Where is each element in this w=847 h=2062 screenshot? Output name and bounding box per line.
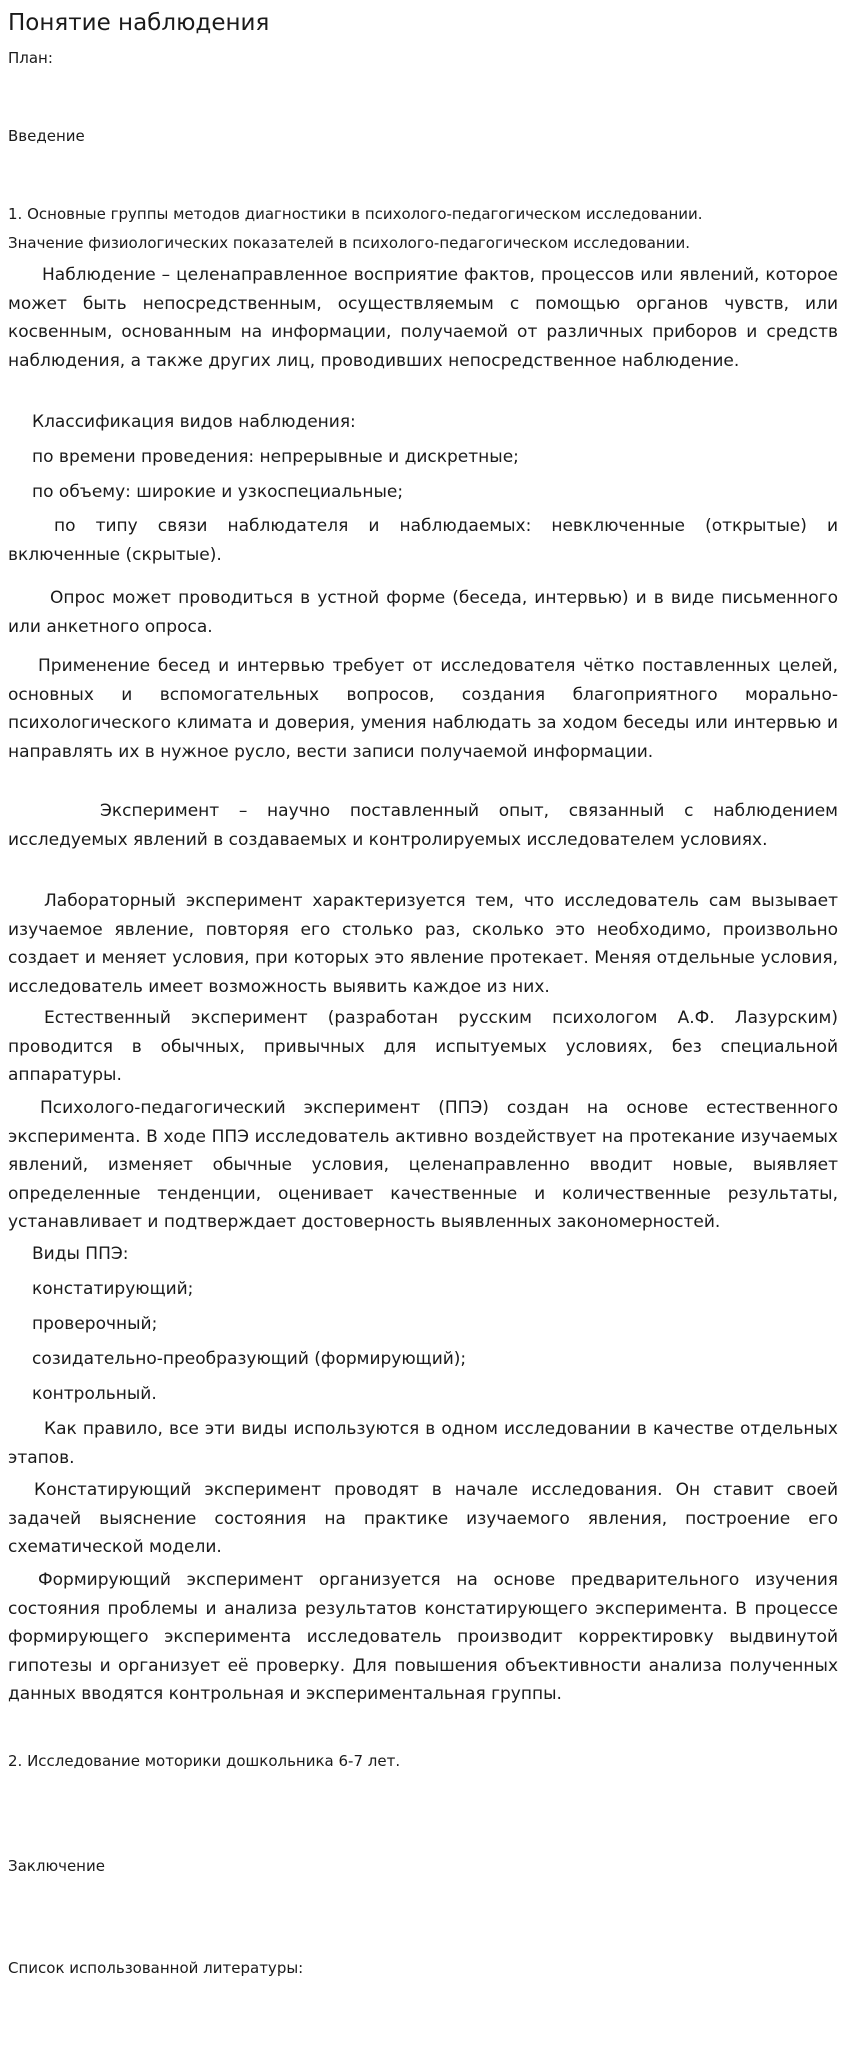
paragraph-experiment: Эксперимент – научно поставленный опыт, связанный с наблюдением исследуемых явлений в создаваемых и контролируемых исследователем условиях. <box>8 801 838 850</box>
paragraph-interview: Применение бесед и интервью требует от исследователя чётко поставленных целей, основных и вспомогательных вопросов, создания благоприятного морально-психологического климата и доверия, умения наблюдать за ходом беседы или интервью и направлять их в нужное русло, вести записи получаемой информации. <box>8 656 838 762</box>
intro-heading: Введение <box>8 127 85 145</box>
list-item-volume: по объему: широкие и узкоспециальные; <box>32 482 404 502</box>
paragraph-observation: Наблюдение – целенаправленное восприятие фактов, процессов или явлений, которое может быть непосредственным, осуществляемым с помощью органов чувств, или косвенным, основанным на информации, получаемой от различных приборов и средств наблюдения, а также других лиц, проводивших непосредственное наблюдение. <box>8 265 838 371</box>
plan-label: План: <box>8 49 53 67</box>
page-title: Понятие наблюдения <box>8 10 270 36</box>
list-item-transforming: созидательно-преобразующий (формирующий); <box>32 1349 467 1369</box>
section1-subheading: Значение физиологических показателей в психолого-педагогическом исследовании. <box>8 234 690 252</box>
paragraph-forming: Формирующий эксперимент организуется на основе предварительного изучения состояния проблемы и анализа результатов констатирующего эксперимента. В процессе формирующего эксперимента исследователь производит корректировку выдвинутой гипотезы и организует её проверку. Для повышения объективности анализа полученных данных вводятся контрольная и экспериментальная группы. <box>8 1570 838 1704</box>
paragraph-natural-experiment: Естественный эксперимент (разработан русским психологом А.Ф. Лазурским) проводится в обычных, привычных для испытуемых условиях, без специальной аппаратуры. <box>8 1008 838 1085</box>
list-item-time: по времени проведения: непрерывные и дискретные; <box>32 447 519 467</box>
list-item-control: контрольный. <box>32 1384 157 1404</box>
list-item-verifying: проверочный; <box>32 1314 158 1334</box>
paragraph-survey: Опрос может проводиться в устной форме (беседа, интервью) и в виде письменного или анкетного опроса. <box>8 588 838 637</box>
paragraph-lab-experiment: Лабораторный эксперимент характеризуется тем, что исследователь сам вызывает изучаемое явление, повторяя его столько раз, сколько это необходимо, произвольно создает и меняет условия, при которых это явление протекает. Меняя отдельные условия, исследователь имеет возможность выявить каждое из них. <box>8 891 838 997</box>
section2-heading: 2. Исследование моторики дошкольника 6-7 лет. <box>8 1752 401 1770</box>
list-item-ascertaining: констатирующий; <box>32 1279 194 1299</box>
paragraph-stages: Как правило, все эти виды используются в одном исследовании в качестве отдельных этапов. <box>8 1419 838 1468</box>
section1-heading: 1. Основные группы методов диагностики в психолого-педагогическом исследовании. <box>8 205 703 223</box>
list-ppe-types: Виды ППЭ: <box>32 1244 129 1264</box>
list-classification: Классификация видов наблюдения: <box>32 412 356 432</box>
references-heading: Список использованной литературы: <box>8 1959 304 1977</box>
paragraph-connection-type: по типу связи наблюдателя и наблюдаемых: невключенные (открытые) и включенные (скрытые). <box>8 516 838 565</box>
paragraph-ascertaining: Констатирующий эксперимент проводят в начале исследования. Он ставит своей задачей выяснение состояния на практике изучаемого явления, построение его схематической модели. <box>8 1480 838 1557</box>
paragraph-ppe: Психолого-педагогический эксперимент (ППЭ) создан на основе естественного эксперимента. В ходе ППЭ исследователь активно воздействует на протекание изучаемых явлений, изменяет обычные условия, целенаправленно вводит новые, выявляет определенные тенденции, оценивает качественные и количественные результаты, устанавливает и подтверждает достоверность выявленных закономерностей. <box>8 1098 838 1232</box>
conclusion-heading: Заключение <box>8 1857 105 1875</box>
